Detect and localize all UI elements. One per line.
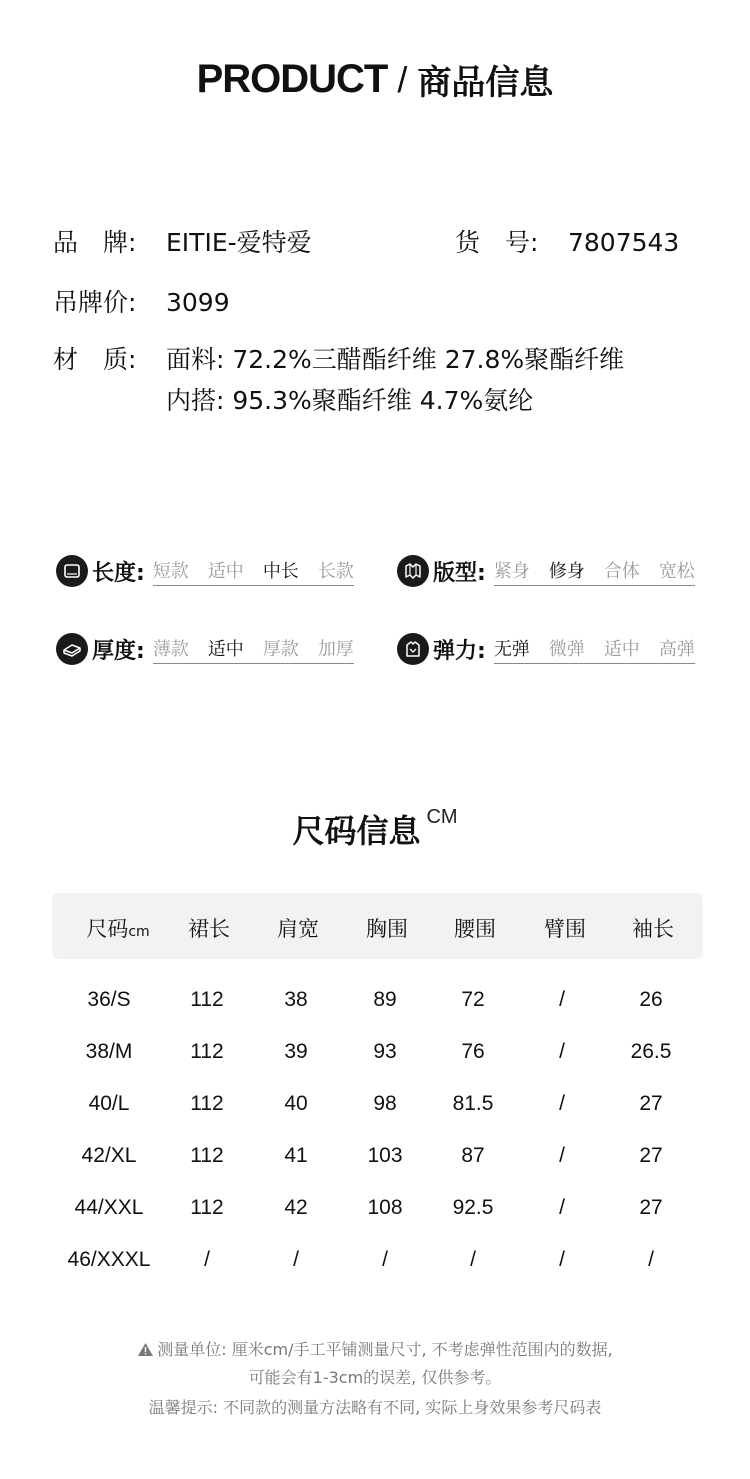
option-regular: 合体: [603, 560, 640, 582]
attribute-name: 弹力:: [433, 638, 486, 664]
cell-skirt-length: /: [204, 1248, 210, 1271]
sku-value: 7807543: [568, 228, 680, 257]
attribute-options: [494, 635, 695, 664]
title-cn: 商品信息: [417, 63, 554, 103]
option-thin: 薄款: [152, 638, 189, 660]
material-label: 材 质:: [53, 345, 137, 374]
cell-skirt-length: 112: [190, 1144, 224, 1167]
cell-skirt-length: 112: [190, 1092, 224, 1115]
size-section-title: [0, 806, 750, 852]
option-medium: 适中: [207, 638, 244, 660]
cell-bust: 89: [373, 988, 397, 1011]
cell-size: 36/S: [87, 988, 131, 1011]
cell-shoulder: /: [293, 1248, 299, 1271]
attribute-thickness: [56, 631, 354, 667]
header-size-unit: cm: [128, 924, 150, 940]
cell-arm: /: [559, 988, 565, 1011]
cell-size: 44/XXL: [74, 1196, 144, 1219]
cell-waist: 81.5: [452, 1092, 494, 1115]
material-line-1: 面料: 72.2%三醋酯纤维 27.8%聚酯纤维: [166, 345, 625, 374]
cell-sleeve: /: [648, 1248, 654, 1271]
cell-sleeve: 27: [639, 1092, 663, 1115]
size-title: 尺码信息: [292, 812, 421, 850]
cell-size: 40/L: [88, 1092, 130, 1115]
attribute-name: 厚度:: [92, 638, 145, 664]
header-size-label: 尺码: [86, 917, 129, 941]
option-medium: 适中: [603, 638, 640, 660]
option-medium: 适中: [207, 560, 244, 582]
cell-shoulder: 40: [284, 1092, 308, 1115]
cell-shoulder: 38: [284, 988, 308, 1011]
option-loose: 宽松: [658, 560, 695, 582]
attribute-name: 版型:: [433, 560, 486, 586]
cell-arm: /: [559, 1248, 565, 1271]
header-bust: 胸围: [366, 917, 408, 941]
option-slim: 修身: [548, 560, 585, 582]
cell-size: 42/XL: [81, 1144, 137, 1167]
cell-bust: 103: [367, 1144, 403, 1167]
attribute-options: [153, 557, 354, 586]
note-line-3: 温馨提示: 不同款的测量方法略有不同, 实际上身效果参考尺码表: [148, 1398, 602, 1417]
option-high-stretch: 高弹: [658, 638, 695, 660]
attribute-length: [56, 553, 354, 589]
attribute-options: [153, 635, 354, 664]
cell-waist: 87: [461, 1144, 485, 1167]
cell-skirt-length: 112: [190, 988, 224, 1011]
cell-sleeve: 26: [639, 988, 663, 1011]
fit-icon: [397, 555, 429, 587]
cell-arm: /: [559, 1144, 565, 1167]
header-shoulder: 肩宽: [277, 917, 319, 941]
cell-waist: 92.5: [452, 1196, 494, 1219]
title-en: PRODUCT: [196, 57, 388, 101]
cell-waist: /: [470, 1248, 476, 1271]
price-value: 3099: [166, 288, 230, 317]
option-tight: 紧身: [493, 560, 530, 582]
cell-arm: /: [559, 1040, 565, 1063]
cell-arm: /: [559, 1196, 565, 1219]
cell-size: 38/M: [85, 1040, 133, 1063]
brand-label: 品 牌:: [53, 228, 137, 257]
cell-sleeve: 27: [639, 1196, 663, 1219]
option-short: 短款: [152, 560, 189, 582]
size-unit: CM: [426, 806, 458, 828]
header-sleeve: 袖长: [632, 917, 674, 941]
page-header: [0, 55, 750, 104]
sku-label: 货 号:: [455, 228, 539, 257]
cell-shoulder: 41: [284, 1144, 308, 1167]
attribute-name: 长度:: [92, 560, 145, 586]
title-separator: /: [397, 58, 408, 100]
option-extra-thick: 加厚: [317, 638, 354, 660]
elasticity-icon: [397, 633, 429, 665]
cell-bust: /: [382, 1248, 388, 1271]
option-thick: 厚款: [262, 638, 299, 660]
thickness-icon: [56, 633, 88, 665]
cell-skirt-length: 112: [190, 1196, 224, 1219]
cell-sleeve: 26.5: [630, 1040, 672, 1063]
cell-skirt-length: 112: [190, 1040, 224, 1063]
option-no-stretch: 无弹: [493, 638, 530, 660]
note-line-2: 可能会有1-3cm的误差, 仅供参考。: [248, 1368, 502, 1387]
cell-arm: /: [559, 1092, 565, 1115]
header-arm: 臂围: [544, 917, 586, 941]
attribute-fit: [397, 553, 695, 589]
attribute-options: [494, 557, 695, 586]
option-long: 长款: [317, 560, 354, 582]
cell-bust: 93: [373, 1040, 397, 1063]
warning-icon: [137, 1342, 154, 1357]
note-line-1: 测量单位: 厘米cm/手工平铺测量尺寸, 不考虑弹性范围内的数据,: [157, 1340, 613, 1359]
cell-shoulder: 42: [284, 1196, 308, 1219]
header-skirt-length: 裙长: [188, 917, 230, 941]
cell-waist: 76: [461, 1040, 485, 1063]
cell-bust: 108: [367, 1196, 403, 1219]
header-waist: 腰围: [454, 917, 496, 941]
price-label: 吊牌价:: [53, 288, 137, 317]
material-line-2: 内搭: 95.3%聚酯纤维 4.7%氨纶: [166, 386, 534, 415]
brand-value: EITIE-爱特爱: [166, 228, 312, 257]
cell-waist: 72: [461, 988, 485, 1011]
option-slight-stretch: 微弹: [548, 638, 585, 660]
cell-size: 46/XXXL: [67, 1248, 151, 1271]
measurement-note-1: [0, 1337, 750, 1360]
header-size: [74, 913, 163, 943]
option-mid-long: 中长: [262, 560, 299, 582]
size-table-header: [52, 893, 703, 959]
length-icon: [56, 555, 88, 587]
cell-shoulder: 39: [284, 1040, 308, 1063]
cell-bust: 98: [373, 1092, 397, 1115]
cell-sleeve: 27: [639, 1144, 663, 1167]
attribute-elasticity: [397, 631, 695, 667]
